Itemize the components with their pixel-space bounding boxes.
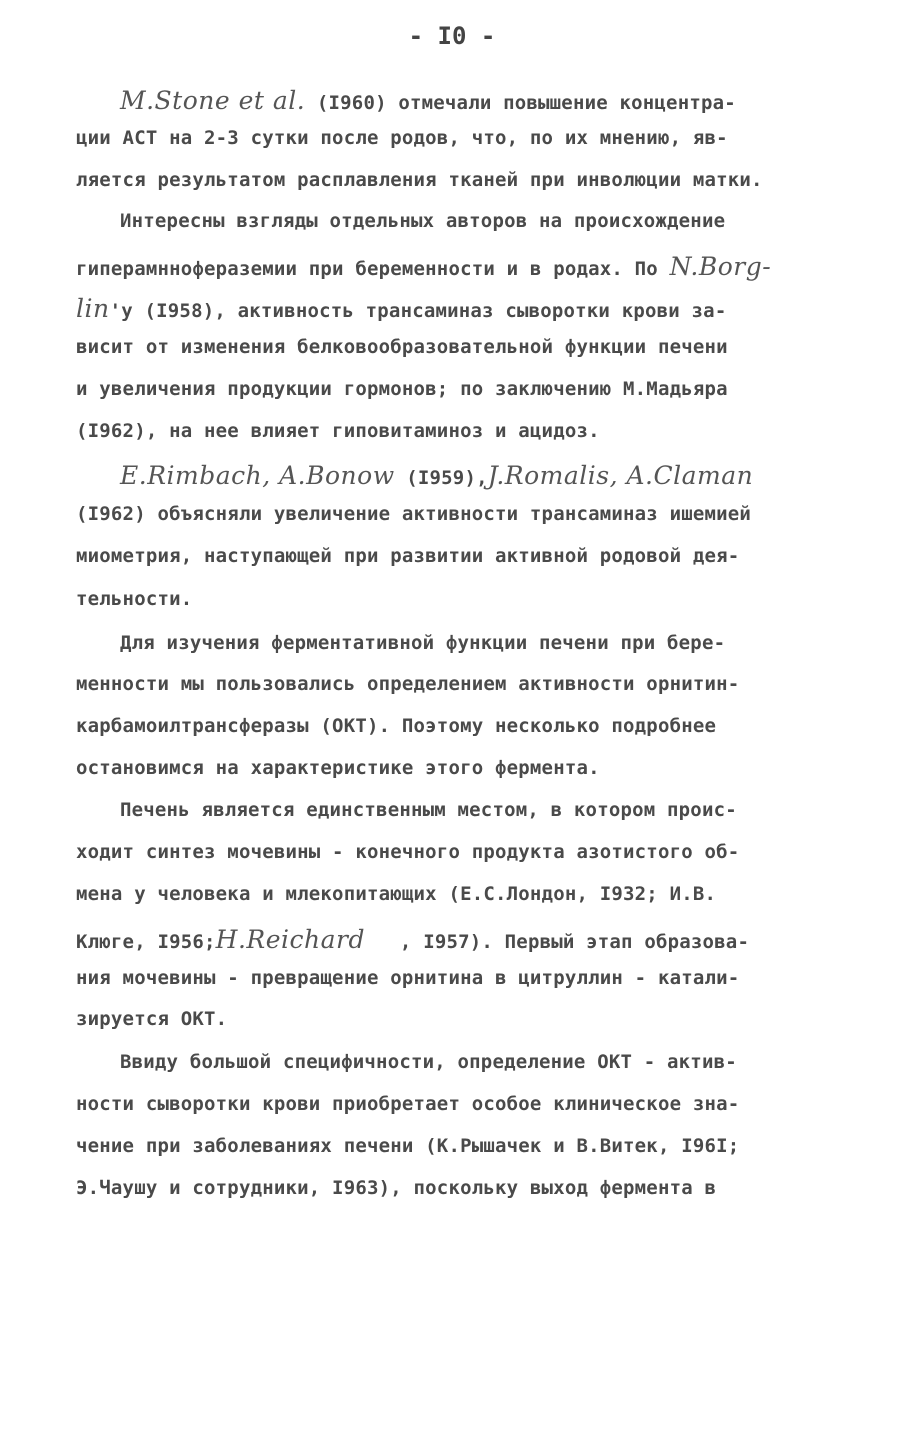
text-line [120,632,725,654]
text-line [120,799,737,821]
handwritten-author-name: E.Rimbach, A.Bonow [120,461,395,490]
text-line [76,294,726,323]
typed-text: Клюге, I956; [76,931,216,953]
text-line [76,378,728,400]
typed-text: Для изучения ферментативной функции печени при бере- [120,632,726,654]
typed-text: ния мочевины - превращение орнитина в цитруллин - катали- [76,967,740,989]
typed-text: висит от изменения белковообразовательной функции печени [76,336,728,358]
handwritten-author-name: N.Borg- [669,252,772,281]
text-line [76,715,716,737]
text-line [76,252,771,281]
text-line [76,169,763,191]
typed-text: мена у человека и млекопитающих (Е.С.Лондон, I932; И.В. [76,883,717,905]
typed-text: ляется результатом расплавления тканей при инволюции матки. [76,169,763,191]
typed-text: чение при заболеваниях печени (К.Рышачек и В.Витек, I96I; [76,1135,740,1157]
text-line [120,461,753,490]
typed-text: тельности. [76,588,193,610]
typed-text: Печень является единственным местом, в котором проис- [120,799,737,821]
typed-text: Интересны взгляды отдельных авторов на происхождение [120,210,726,232]
typed-text: ции АСТ на 2-3 сутки после родов, что, по их мнению, яв- [76,127,728,149]
typed-text: (I960) отмечали повышение концентра- [305,92,736,114]
text-line [76,925,749,954]
page-number: - I0 - [408,22,496,50]
typed-text: (I962), на нее влияет гиповитаминоз и ацидоз. [76,420,600,442]
typed-text: менности мы пользовались определением активности орнитин- [76,673,740,695]
handwritten-author-name: J.Romalis, A.Claman [487,461,754,490]
typed-text: (I962) объясняли увеличение активности трансаминаз ишемией [76,503,752,525]
typed-text: карбамоилтрансферазы (ОКТ). Поэтому несколько подробнее [76,715,717,737]
text-line [120,1051,737,1073]
handwritten-author-name: lin [76,294,110,323]
typed-text: и увеличения продукции гормонов; по заключению М.Мадьяра [76,378,728,400]
typed-text: 'у (I958), активность трансаминаз сыворотки крови за- [109,300,727,322]
text-line [76,1093,739,1115]
text-line [76,1135,739,1157]
text-line [76,1177,716,1199]
typed-text: гиперамннофераземии при беременности и в родах. По [76,258,670,280]
text-line [76,673,739,695]
typed-text: , I957). Первый этап образова- [365,931,750,953]
text-line [76,757,600,779]
text-line [76,127,728,149]
text-line [76,883,716,905]
typed-text: миометрия, наступающей при развитии активной родовой дея- [76,545,740,567]
typed-text: зируется ОКТ. [76,1008,228,1030]
text-line [76,503,751,525]
text-line [120,210,725,232]
typed-text: остановимся на характеристике этого фермента. [76,757,600,779]
handwritten-author-name: H.Reichard [215,925,365,954]
text-line [76,588,192,610]
typed-text: Э.Чаушу и сотрудники, I963), поскольку выход фермента в [76,1177,717,1199]
text-line [76,336,728,358]
text-line [76,1008,227,1030]
typed-text: ходит синтез мочевины - конечного продукта азотистого об- [76,841,740,863]
text-line [76,420,600,442]
typed-text: Ввиду большой специфичности, определение ОКТ - актив- [120,1051,737,1073]
text-line [120,86,736,115]
typed-text: ности сыворотки крови приобретает особое клиническое зна- [76,1093,740,1115]
text-line [76,967,739,989]
text-line [76,545,739,567]
text-line [76,841,739,863]
typed-text: (I959), [394,467,488,489]
handwritten-author-name: M.Stone et al. [120,86,306,115]
